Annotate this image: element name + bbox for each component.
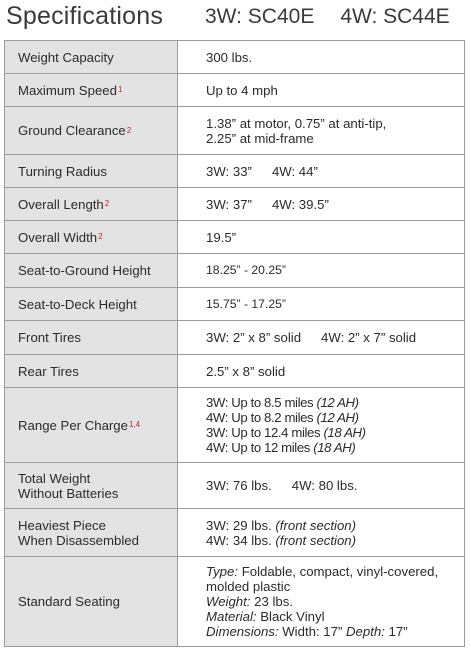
spec-row-ground-clearance (4, 107, 465, 155)
spec-label: Overall Length 2 (4, 188, 178, 220)
spec-row-heaviest-piece (4, 509, 465, 557)
spec-row-total-weight (4, 463, 465, 509)
spec-row-front-tires (4, 321, 465, 355)
range-line: 3W: Up to 12.4 miles (18 AH) (206, 425, 366, 440)
spec-value: 18.25” - 20.25” (178, 254, 465, 287)
spec-label: Range Per Charge 1,4 (4, 388, 178, 462)
model-4w: 4W: SC44E (340, 5, 450, 28)
spec-label: Weight Capacity (4, 41, 178, 73)
spec-value: 19.5” (178, 221, 465, 253)
spec-row-rear-tires (4, 355, 465, 388)
spec-value: 1.38” at motor, 0.75” at anti-tip, 2.25” at mid-frame (178, 107, 465, 154)
spec-label: Heaviest Piece When Disassembled (4, 509, 178, 556)
spec-value: Up to 4 mph (178, 74, 465, 106)
spec-value: 300 lbs. (178, 41, 465, 73)
spec-row-standard-seating (4, 557, 465, 647)
range-line: 3W: Up to 8.5 miles (12 AH) (206, 395, 359, 410)
spec-label: Overall Width 2 (4, 221, 178, 253)
spec-row-turning-radius (4, 155, 465, 188)
range-line: 4W: Up to 8.2 miles (12 AH) (206, 410, 359, 425)
spec-row-seat-to-ground-height (4, 254, 465, 288)
spec-row-seat-to-deck-height (4, 288, 465, 321)
spec-value: 3W: 29 lbs. (front section) 4W: 34 lbs. (front section) (178, 509, 465, 556)
spec-value: 15.75” - 17.25” (178, 288, 465, 320)
spec-value: 3W: 2” x 8” solid 4W: 2” x 7” solid (178, 321, 465, 354)
specifications-table (4, 40, 465, 647)
spec-label: Standard Seating (4, 557, 178, 646)
spec-label: Maximum Speed 1 (4, 74, 178, 106)
spec-label: Ground Clearance 2 (4, 107, 178, 154)
spec-row-range-per-charge (4, 388, 465, 463)
spec-label: Turning Radius (4, 155, 178, 187)
spec-label: Seat-to-Ground Height (4, 254, 178, 287)
spec-value: 3W: 37” 4W: 39.5” (178, 188, 465, 220)
spec-label: Seat-to-Deck Height (4, 288, 178, 320)
spec-header (0, 0, 471, 40)
model-3w: 3W: SC40E (205, 5, 315, 28)
spec-row-overall-width (4, 221, 465, 254)
spec-row-overall-length (4, 188, 465, 221)
spec-label: Rear Tires (4, 355, 178, 387)
spec-label: Front Tires (4, 321, 178, 354)
spec-value (178, 388, 465, 462)
spec-row-weight-capacity (4, 41, 465, 74)
spec-value: 2.5” x 8” solid (178, 355, 465, 387)
spec-value: 3W: 76 lbs. 4W: 80 lbs. (178, 463, 465, 508)
spec-label: Total Weight Without Batteries (4, 463, 178, 508)
model-numbers (205, 5, 450, 29)
page-title: Specifications (6, 2, 164, 30)
spec-row-maximum-speed (4, 74, 465, 107)
range-line: 4W: Up to 12 miles (18 AH) (206, 440, 356, 455)
spec-value: 3W: 33” 4W: 44” (178, 155, 465, 187)
spec-value: Type: Foldable, compact, vinyl-covered, molded plastic Weight: 23 lbs. Material: Black Vinyl Dimensions: Width: 17” Depth: 17” (178, 557, 465, 646)
